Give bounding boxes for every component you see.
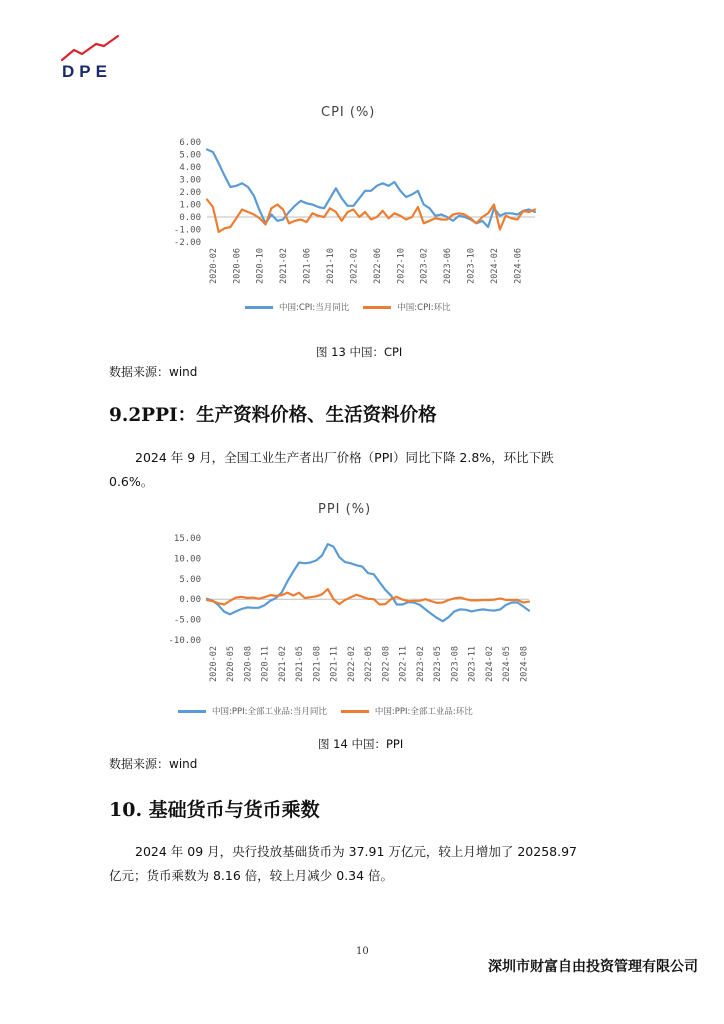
cpi-xtick-label: 2021-10 [326,248,336,284]
ppi-xtick-label: 2021-08 [312,646,323,682]
cpi-legend-swatch-yoy [245,306,273,309]
section-10-line-1: 2024 年 09 月，央行投放基础货币为 37.91 万亿元，较上月增加了 20258.97 [135,844,577,859]
cpi-ytick-label: 2.00 [179,188,201,198]
cpi-ytick-label: 3.00 [179,175,201,186]
ppi-chart-title: PPI (%) [318,502,372,517]
cpi-xtick-label: 2022-02 [349,248,360,284]
ppi-xtick-label: 2021-02 [277,646,288,682]
cpi-xtick-label: 2023-02 [419,248,430,284]
company-name: 深圳市财富自由投资管理有限公司 [488,959,698,975]
ppi-xtick-label: 2021-11 [329,646,340,682]
cpi-source: 数据来源：wind [109,365,198,379]
ppi-xtick-label: 2024-02 [484,646,495,682]
section-92-paragraph [109,446,621,494]
ppi-xtick-label: 2020-05 [226,646,236,682]
cpi-caption: 图 13 中国：CPI [316,345,403,359]
section-92-line-1: 2024 年 9 月，全国工业生产者出厂价格（PPI）同比下降 2.8%，环比下跌 [135,450,554,465]
ppi-xtick-label: 2020-08 [243,646,254,682]
ppi-legend [178,705,473,717]
ppi-legend-label-yoy: 中国:PPI:全部工业品:当月同比 [212,707,327,717]
cpi-ytick-label: 6.00 [179,138,201,148]
ppi-xtick-label: 2020-02 [208,646,219,682]
ppi-xtick-label: 2023-02 [415,646,426,682]
cpi-xtick-label: 2024-06 [513,248,524,284]
ppi-legend-label-mom: 中国:PPI:全部工业品:环比 [374,707,473,717]
ppi-xtick-label: 2024-08 [519,646,530,682]
section-10-paragraph [109,840,621,888]
ppi-xtick-label: 2020-11 [260,646,271,682]
ppi-ytick-label: 5.00 [179,574,201,585]
cpi-xtick-label: 2022-10 [396,247,407,284]
cpi-xtick-label: 2024-02 [490,248,500,284]
ppi-caption: 图 14 中国：PPI [318,737,404,751]
ppi-ytick-label: 0.00 [179,595,201,606]
logo-text: DPE [62,62,112,81]
ppi-series-line-yoy [207,544,529,621]
cpi-ytick-label: 0.00 [179,213,201,223]
ppi-chart [165,528,545,698]
ppi-xtick-label: 2022-05 [364,646,374,682]
cpi-ytick-label: -1.00 [173,225,201,236]
cpi-ytick-label: 1.00 [179,200,201,211]
section-92-heading: 9.2PPI：生产资料价格、生活资料价格 [109,405,437,426]
ppi-xtick-label: 2021-05 [295,646,305,682]
cpi-xtick-label: 2020-02 [208,248,219,284]
cpi-ytick-label: 4.00 [179,163,201,173]
section-10-heading: 10. 基础货币与货币乘数 [109,799,320,821]
ppi-xtick-label: 2023-08 [450,646,461,682]
cpi-legend [245,301,451,313]
ppi-xtick-label: 2022-11 [398,646,409,682]
cpi-chart [165,130,545,295]
ppi-ytick-label: -5.00 [173,615,201,626]
ppi-ytick-label: 15.00 [173,534,201,544]
ppi-series-line-mom [207,589,529,605]
page-number: 10 [356,946,369,957]
cpi-legend-label-mom: 中国:CPI:环比 [397,303,451,313]
ppi-xtick-label: 2023-05 [433,646,443,682]
section-10-line-2: 亿元；货币乘数为 8.16 倍，较上月减少 0.34 倍。 [109,868,394,883]
cpi-xtick-label: 2020-10 [255,248,266,284]
cpi-chart-title: CPI (%) [321,105,376,120]
cpi-xtick-label: 2023-06 [443,248,454,284]
cpi-xtick-label: 2021-02 [279,248,290,284]
cpi-xtick-label: 2020-06 [232,248,243,284]
ppi-ytick-label: -10.00 [168,636,201,646]
logo-swoosh-icon [60,34,124,62]
ppi-xtick-label: 2023-11 [467,646,478,682]
section-92-line-2: 0.6%。 [109,474,154,489]
ppi-ytick-label: 10.00 [173,554,201,565]
ppi-xtick-label: 2024-05 [502,646,512,682]
cpi-xtick-label: 2022-06 [372,248,383,284]
cpi-legend-swatch-mom [363,306,391,309]
cpi-legend-label-yoy: 中国:CPI:当月同比 [279,303,350,313]
cpi-xtick-label: 2021-06 [302,248,313,284]
ppi-xtick-label: 2022-08 [381,646,392,682]
cpi-ytick-label: 5.00 [179,150,201,161]
ppi-source: 数据来源：wind [109,757,198,771]
cpi-xtick-label: 2023-10 [466,248,477,284]
ppi-xtick-label: 2022-02 [346,646,357,682]
cpi-ytick-label: -2.00 [173,238,201,248]
ppi-legend-swatch-mom [341,710,369,713]
ppi-legend-swatch-yoy [178,710,206,713]
